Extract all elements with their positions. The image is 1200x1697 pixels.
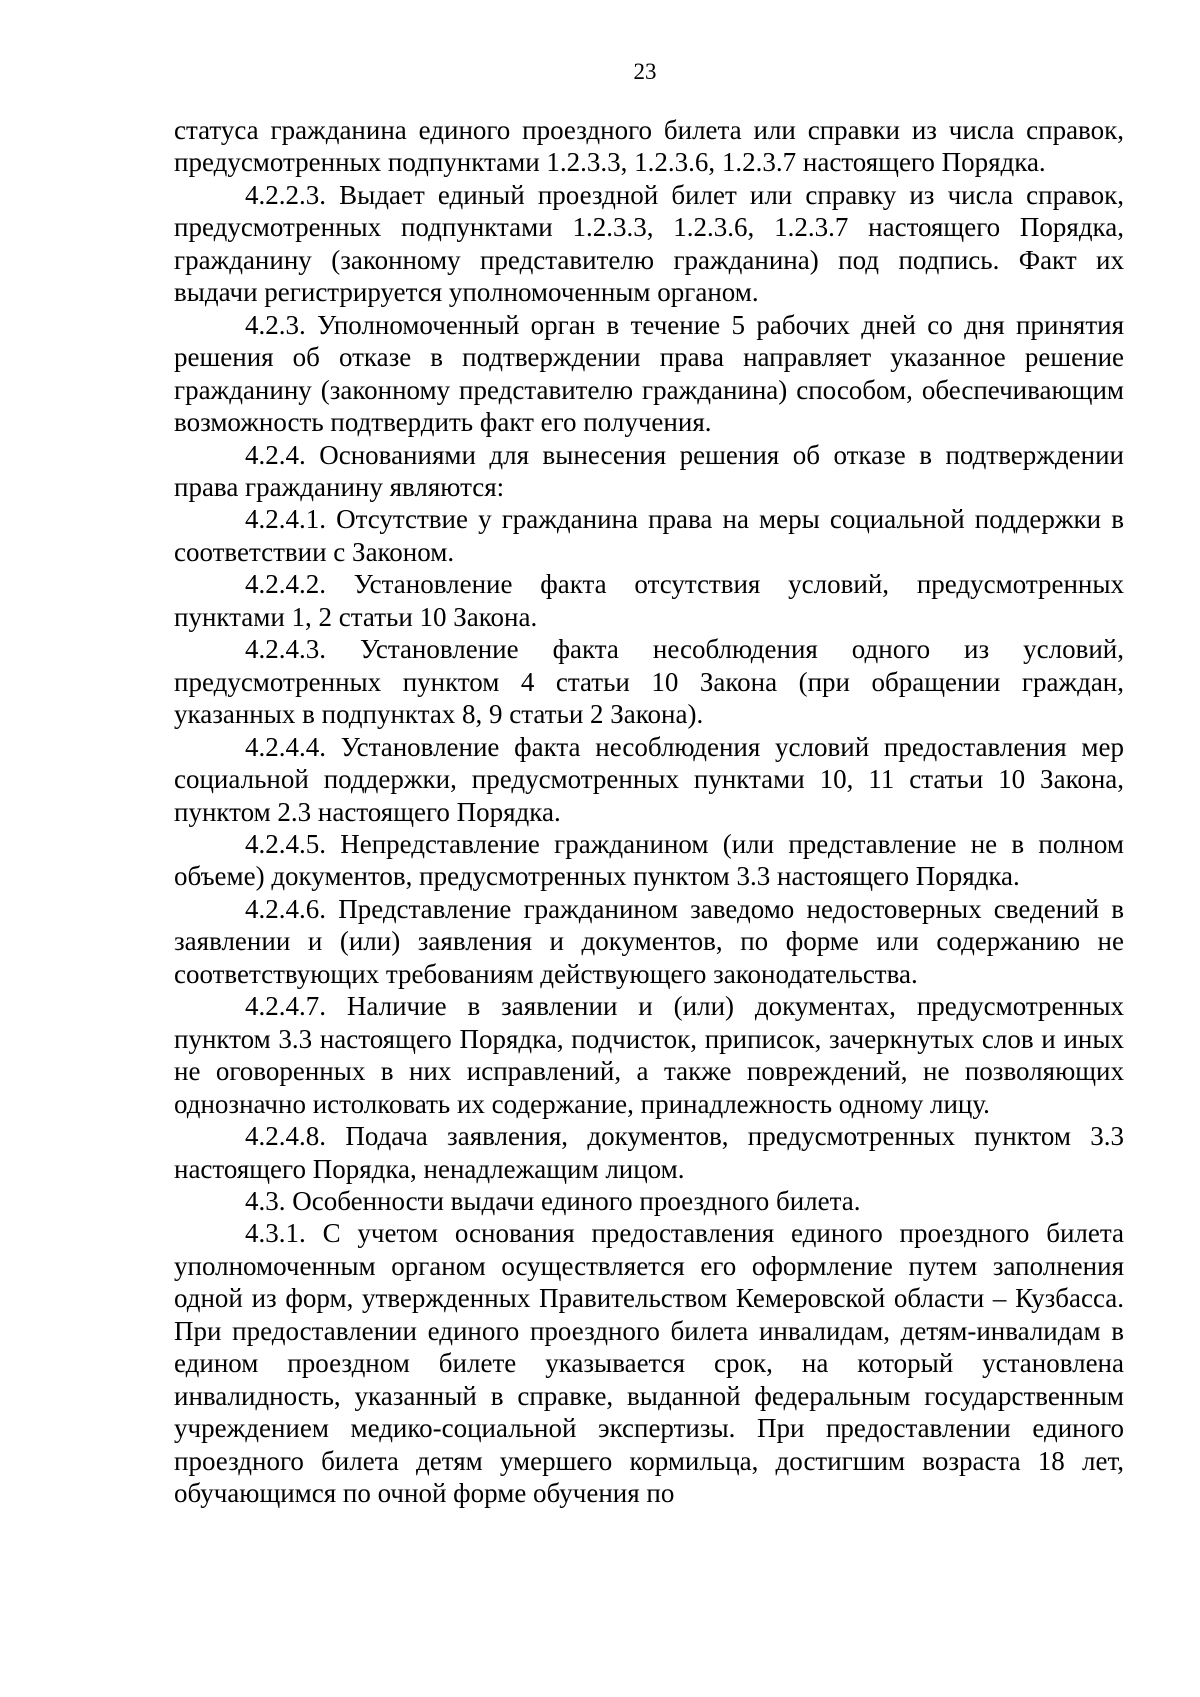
paragraph-4-2-4-7: 4.2.4.7. Наличие в заявлении и (или) документах, предусмотренных пунктом 3.3 настоящего Порядка, подчисток, приписок, зачеркнутых слов и иных не оговоренных в них исправлений, а также повреждений, не позволяющих однозначно истолковать их содержание, принадлежность одному лицу. — [174, 991, 1124, 1119]
paragraph-4-2-4: 4.2.4. Основаниями для вынесения решения об отказе в подтверждении права гражданину являются: — [174, 439, 1124, 502]
document-body — [174, 114, 1124, 1509]
paragraph-4-2-4-4: 4.2.4.4. Установление факта несоблюдения условий предоставления мер социальной поддержки, предусмотренных пунктами 10, 11 статьи 10 Закона, пунктом 2.3 настоящего Порядка. — [174, 731, 1124, 827]
paragraph-4-2-3: 4.2.3. Уполномоченный орган в течение 5 рабочих дней со дня принятия решения об отказе в подтверждении права направляет указанное решение гражданину (законному представителю гражданина) способом, обеспечивающим возможность подтвердить факт его получения. — [174, 309, 1124, 438]
paragraph-4-2-4-6: 4.2.4.6. Представление гражданином заведомо недостоверных сведений в заявлении и (или) заявления и документов, по форме или содержанию не соответствующих требованиям действующего законодательства. — [174, 893, 1124, 989]
paragraph-4-2-2-3: 4.2.2.3. Выдает единый проездной билет или справку из числа справок, предусмотренных подпунктами 1.2.3.3, 1.2.3.6, 1.2.3.7 настоящего Порядка, гражданину (законному представителю гражданина) под подпись. Факт их выдачи регистрируется уполномоченным органом. — [174, 179, 1124, 308]
paragraph-continuation: статуса гражданина единого проездного билета или справки из числа справок, предусмотренных подпунктами 1.2.3.3, 1.2.3.6, 1.2.3.7 настоящего Порядка. — [174, 115, 1124, 178]
page-number: 23 — [633, 59, 657, 84]
paragraph-4-2-4-8: 4.2.4.8. Подача заявления, документов, предусмотренных пунктом 3.3 настоящего Порядка, ненадлежащим лицом. — [174, 1121, 1124, 1184]
paragraph-4-2-4-3: 4.2.4.3. Установление факта несоблюдения одного из условий, предусмотренных пунктом 4 статьи 10 Закона (при обращении граждан, указанных в подпунктах 8, 9 статьи 2 Закона). — [174, 634, 1124, 730]
paragraph-4-3-1: 4.3.1. С учетом основания предоставления единого проездного билета уполномоченным органом осуществляется его оформление путем заполнения одной из форм, утвержденных Правительством Кемеровской области – Кузбасса. При предоставлении единого проездного билета инвалидам, детям-инвалидам в едином проездном билете указывается срок, на который установлена инвалидность, указанный в справке, выданной федеральным государственным учреждением медико-социальной экспертизы. При предоставлении единого проездного билета детям умершего кормильца, достигшим возраста 18 лет, обучающимся по очной форме обучения по — [174, 1218, 1124, 1509]
paragraph-4-2-4-2: 4.2.4.2. Установление факта отсутствия условий, предусмотренных пунктами 1, 2 статьи 10 Закона. — [174, 569, 1124, 632]
paragraph-4-2-4-1: 4.2.4.1. Отсутствие у гражданина права на меры социальной поддержки в соответствии с Законом. — [174, 504, 1124, 567]
paragraph-4-3: 4.3. Особенности выдачи единого проездного билета. — [245, 1185, 861, 1216]
paragraph-4-2-4-5: 4.2.4.5. Непредставление гражданином (или представление не в полном объеме) документов, предусмотренных пунктом 3.3 настоящего Порядка. — [174, 828, 1124, 892]
